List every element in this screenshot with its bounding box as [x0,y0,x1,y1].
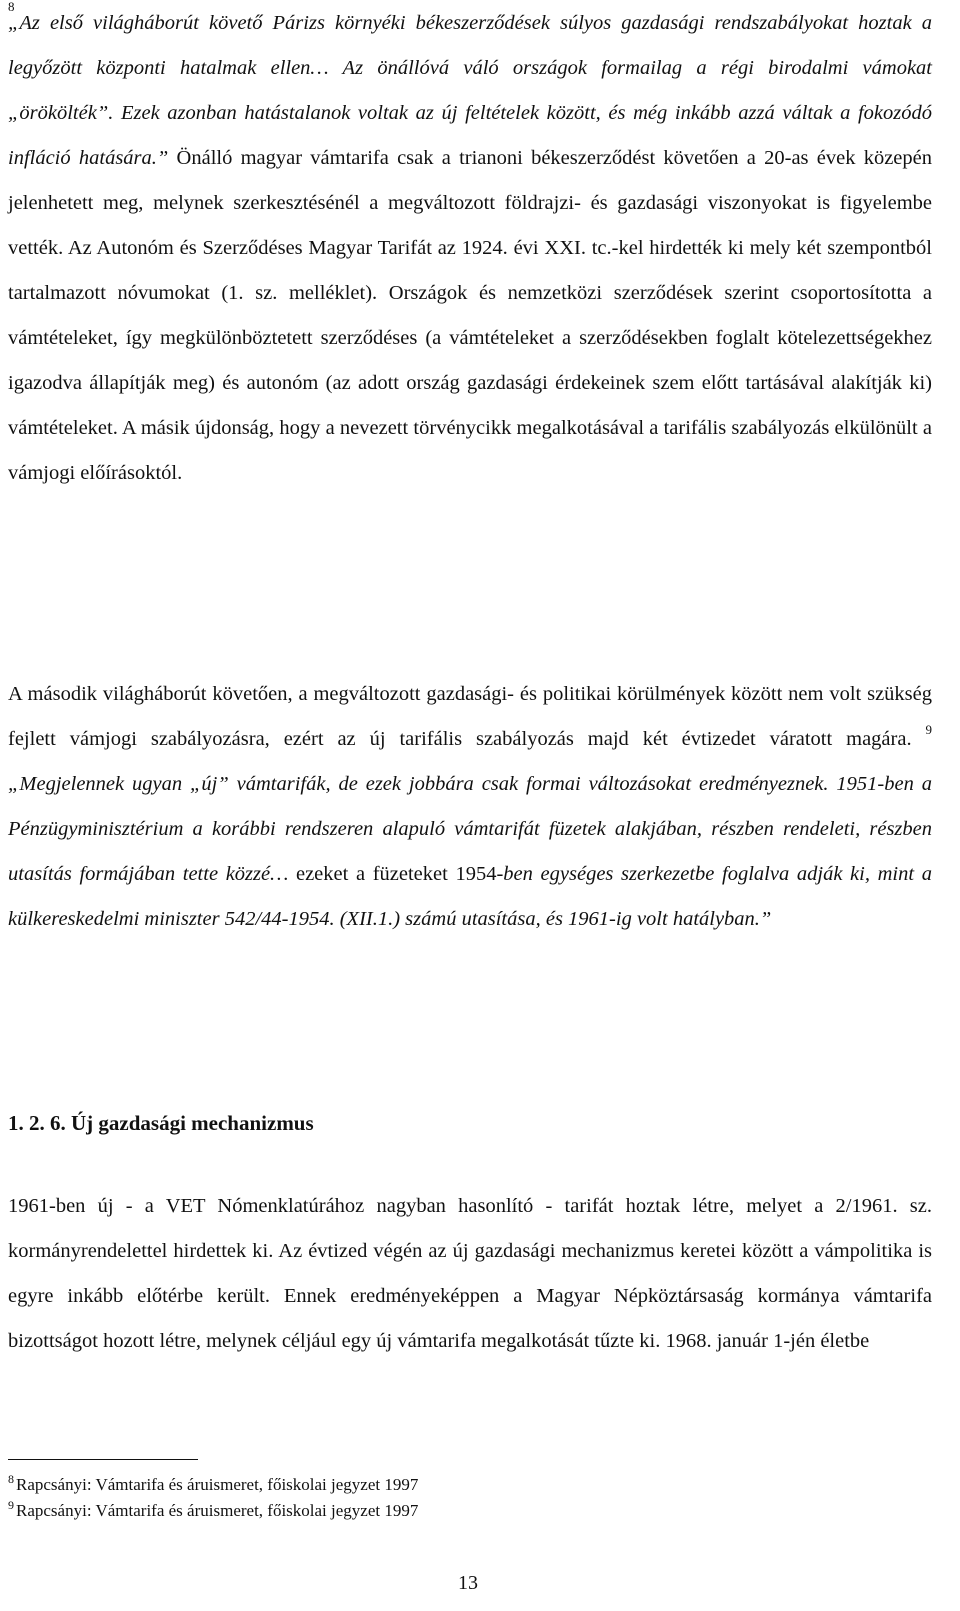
quote-2-mid-b: zeteket 1954- [389,863,504,885]
footnote-9 [8,1494,418,1522]
section-heading [8,1101,314,1146]
footnote-ref-8: 8 [8,0,15,14]
page-number: 13 [458,1572,478,1594]
paragraph-3 [8,1184,932,1364]
quote-2b: ben egységes szerkezetbe foglalva adják ki, mint a külkereskedelmi miniszter 542/44-1954. (XII.1.) számú utasítása, és 1961-ig volt hatályban.” [8,863,932,930]
section-number: 1. 2. 6. [8,1111,71,1135]
footnote-ref-9: 9 [925,722,932,737]
quote-2a: „Megjelennek ugyan „új” vámtarifák, de ezek jobbára csak formai változásokat eredményeznek. 1951-ben a Pénzügyminisztérium a korábbi rendszeren alapuló vámtarifát füzetek alakjában, részben rendeleti, részben utasítás formájában tette közzé… [8,773,932,885]
quote-1: „Az első világháborút követő Párizs környéki békeszerződések súlyos gazdasági rendszabályokat hoztak a legyőzött központi hatalmak ellen… Az önállóvá váló országok formailag a régi birodalmi vámokat „örökölték”. Ezek azonban hatástalanok voltak az új feltételek között, és még inkább azzá váltak a fokozódó infláció hatására.” [8,12,932,169]
footnote-9-number: 9 [8,1498,14,1512]
section-title: Új gazdasági mechanizmus [71,1111,314,1135]
quote-2-mid-a: ezeket a fü [295,863,390,885]
footnote-8 [8,1468,418,1496]
footnote-8-number: 8 [8,1472,14,1486]
paragraph-1 [8,1,932,496]
footnote-divider [8,1459,198,1460]
footnote-8-text: Rapcsányi: Vámtarifa és áruismeret, főiskolai jegyzet 1997 [16,1475,419,1494]
footnote-9-text: Rapcsányi: Vámtarifa és áruismeret, főiskolai jegyzet 1997 [16,1501,419,1520]
paragraph-3-text: 1961-ben új - a VET Nómenklatúrához nagyban hasonlító - tarifát hoztak létre, melyet a 2/1961. sz. kormányrendelettel hirdettek ki. Az évtized végén az új gazdasági mechanizmus keretei között a vámpolitika is egyre inkább előtérbe került. Ennek eredményeképpen a Magyar Népköztársaság kormánya vámtarifa bizottságot hozott létre, melynek céljául egy új vámtarifa megalkotását tűzte ki. 1968. január 1-jén életbe [8,1195,932,1352]
paragraph-2-text: A második világháborút követően, a megváltozott gazdasági- és politikai körülmények között nem volt szükség fejlett vámjogi szabályozásra, ezért az új tarifális szabályozás majd két évtizedet váratott magára. [8,683,932,750]
paragraph-1-text: Önálló magyar vámtarifa csak a trianoni békeszerződést követően a 20-as évek közepén jelenhetett meg, melynek szerkesztésénél a megváltozott földrajzi- és gazdasági viszonyokat is figyelembe vették. Az Autonóm és Szerződéses Magyar Tarifát az 1924. évi XXI. tc.-kel hirdették ki mely két szempontból tartalmazott nóvumokat (1. sz. melléklet). Országok és nemzetközi szerződések szerint csoportosította a vámtételeket, így megkülönböztetett szerződéses (a vámtételeket a szerződésekben foglalt kötelezettségekhez igazodva állapítják meg) és autonóm (az adott ország gazdasági érdekeinek szem előtt tartásával alakítják ki) vámtételeket. A másik újdonság, hogy a nevezett törvénycikk megalkotásával a tarifális szabályozás elkülönült a vámjogi előírásoktól. [8,147,932,484]
paragraph-2 [8,672,932,942]
